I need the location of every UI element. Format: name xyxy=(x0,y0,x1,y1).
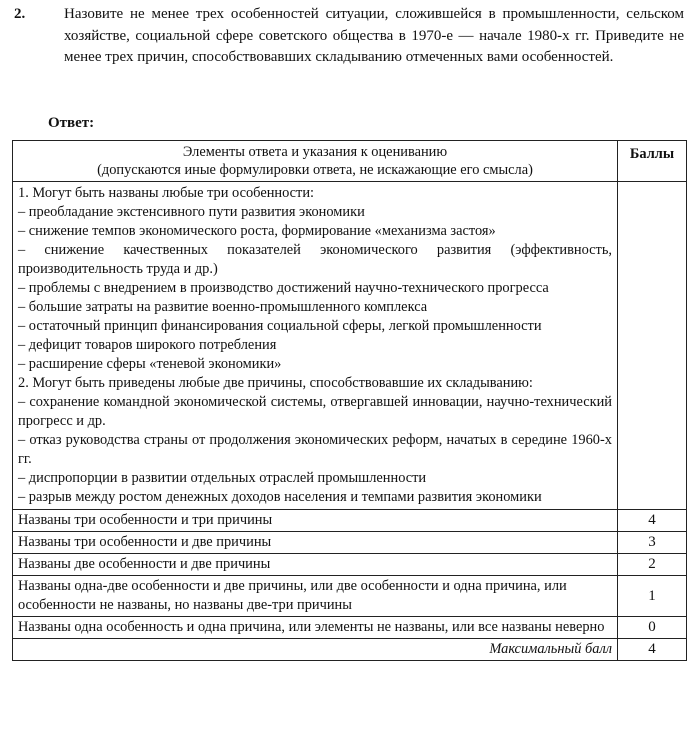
criteria-score: 2 xyxy=(618,554,687,576)
content-line: – большие затраты на развитие военно-промышленного комплекса xyxy=(18,299,428,315)
table-header-row xyxy=(13,141,687,182)
content-line: – снижение качественных показателей экономического развития (эффективность, производительность труда и др.) xyxy=(18,242,612,277)
question-block xyxy=(10,4,690,69)
header-score: Баллы xyxy=(618,141,687,182)
empty-score-cell xyxy=(618,182,687,510)
header-title: Элементы ответа и указания к оцениванию xyxy=(182,144,448,160)
content-line: – снижение темпов экономического роста, формирование «механизма застоя» xyxy=(18,223,496,239)
criteria-row xyxy=(13,554,687,576)
criteria-score: 3 xyxy=(618,532,687,554)
max-score-value: 4 xyxy=(618,639,687,661)
content-line: – преобладание экстенсивного пути развития экономики xyxy=(18,204,365,220)
content-line: – отказ руководства страны от продолжения экономических реформ, начатых в середине 1960-х гг. xyxy=(18,432,612,467)
content-row xyxy=(13,182,687,510)
max-score-label: Максимальный балл xyxy=(13,639,618,661)
criteria-text: Названы две особенности и две причины xyxy=(13,554,618,576)
criteria-row xyxy=(13,510,687,532)
header-subtitle: (допускаются иные формулировки ответа, не искажающие его смысла) xyxy=(97,162,533,178)
content-line: 2. Могут быть приведены любые две причины, способствовавшие их складыванию: xyxy=(18,375,533,391)
criteria-row xyxy=(13,576,687,617)
header-elements xyxy=(13,141,618,182)
content-line: – разрыв между ростом денежных доходов населения и темпами развития экономики xyxy=(18,489,542,505)
criteria-row xyxy=(13,532,687,554)
content-line: 1. Могут быть названы любые три особенности: xyxy=(18,185,315,201)
criteria-row xyxy=(13,617,687,639)
answer-elements-cell xyxy=(13,182,618,510)
content-line: – проблемы с внедрением в производство достижений научно-технического прогресса xyxy=(18,280,549,296)
content-line: – диспропорции в развитии отдельных отраслей промышленности xyxy=(18,470,427,486)
criteria-text: Названы одна-две особенности и две причины, или две особенности и одна причина, или особенности не названы, но названы две-три причины xyxy=(13,576,618,617)
content-line: – остаточный принцип финансирования социальной сферы, легкой промышленности xyxy=(18,318,542,334)
content-line: – сохранение командной экономической системы, отвергавшей инновации, научно-технический прогресс и др. xyxy=(18,394,612,429)
question-number: 2. xyxy=(14,6,26,22)
criteria-score: 1 xyxy=(618,576,687,617)
content-line: – расширение сферы «теневой экономики» xyxy=(18,356,282,372)
grading-table xyxy=(12,140,687,661)
question-text: Назовите не менее трех особенностей ситуации, сложившейся в промышленности, сельском хозяйстве, социальной сфере советского общества в 1970-е — начале 1980-х гг. Приведите не менее трех причин, способствовавших складыванию отмеченных вами особенностей. xyxy=(64,6,684,65)
criteria-text: Названы одна особенность и одна причина, или элементы не названы, или все названы неверно xyxy=(13,617,618,639)
content-line: – дефицит товаров широкого потребления xyxy=(18,337,277,353)
max-score-row xyxy=(13,639,687,661)
criteria-text: Названы три особенности и две причины xyxy=(13,532,618,554)
criteria-score: 0 xyxy=(618,617,687,639)
criteria-text: Названы три особенности и три причины xyxy=(13,510,618,532)
answer-label: Ответ: xyxy=(48,115,95,131)
criteria-score: 4 xyxy=(618,510,687,532)
